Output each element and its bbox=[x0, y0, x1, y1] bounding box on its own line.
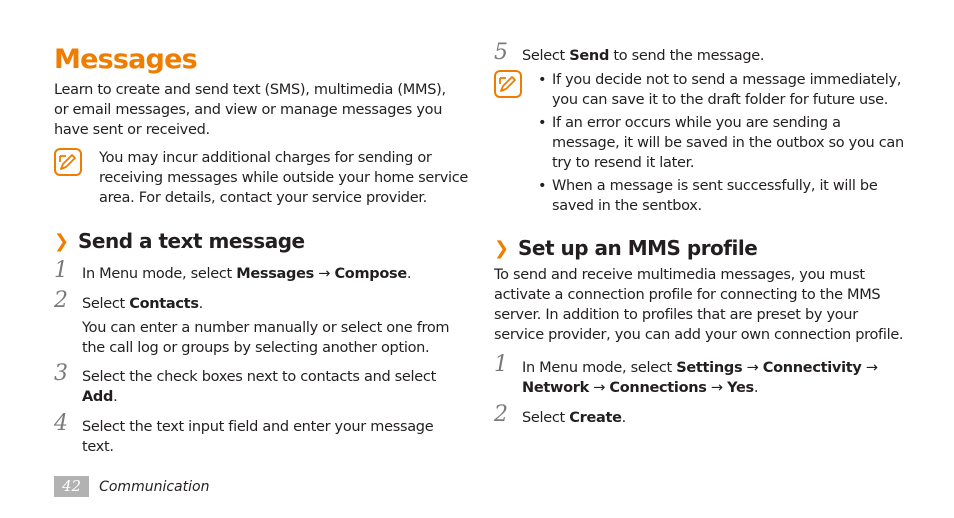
section-heading-mms-profile bbox=[494, 236, 757, 260]
note-bullet-list bbox=[538, 70, 904, 219]
step-text: Select the text input field and enter your message text. bbox=[82, 419, 434, 455]
section-heading-send-text bbox=[54, 229, 305, 253]
step-subtext: You can enter a number manually or select one from the call log or groups by selecting another option. bbox=[82, 320, 450, 356]
footer-section: Communication bbox=[99, 478, 210, 495]
step-text: Select Send to send the message. bbox=[522, 48, 765, 64]
section-title: Send a text message bbox=[78, 229, 305, 253]
step-number: 3 bbox=[54, 361, 68, 386]
chevron-right-icon: ❯ bbox=[54, 230, 70, 252]
intro-paragraph: Learn to create and send text (SMS), multimedia (MMS), or email messages, and view or manage messages you have sent or received. bbox=[54, 82, 446, 138]
step-text: Select Create. bbox=[522, 410, 626, 426]
page-title: Messages bbox=[54, 44, 197, 75]
step-text: In Menu mode, select Settings → Connectivity → Network → Connections → Yes. bbox=[522, 360, 878, 396]
step-text: Select the check boxes next to contacts and select Add. bbox=[82, 369, 436, 405]
chevron-right-icon: ❯ bbox=[494, 237, 510, 259]
note-text: You may incur additional charges for sending or receiving messages while outside your home service area. For details, contact your service provider. bbox=[99, 150, 468, 206]
step-text: Select Contacts. bbox=[82, 296, 203, 312]
note-box bbox=[54, 148, 468, 206]
note-pencil-icon bbox=[54, 148, 82, 176]
step-number: 1 bbox=[494, 352, 508, 377]
step-number: 1 bbox=[54, 258, 68, 283]
page-number: 42 bbox=[54, 476, 89, 497]
page-footer bbox=[54, 476, 209, 497]
note-box bbox=[494, 70, 904, 214]
note-pencil-icon bbox=[494, 70, 522, 98]
step-text: In Menu mode, select Messages → Compose. bbox=[82, 266, 412, 282]
section-title: Set up an MMS profile bbox=[518, 236, 758, 260]
step-number: 4 bbox=[54, 411, 68, 436]
list-item: • If you decide not to send a message immediately, you can save it to the draft folder for future use. bbox=[538, 70, 904, 110]
section-intro: To send and receive multimedia messages, you must activate a connection profile for connecting to the MMS server. In addition to profiles that are preset by your service provider, you can add your own connection profile. bbox=[494, 267, 904, 343]
list-item: • If an error occurs while you are sending a message, it will be saved in the outbox so you can try to resend it later. bbox=[538, 113, 904, 173]
step-number: 5 bbox=[494, 40, 508, 65]
list-item: • When a message is sent successfully, it will be saved in the sentbox. bbox=[538, 176, 904, 216]
step-number: 2 bbox=[494, 402, 508, 427]
step-number: 2 bbox=[54, 288, 68, 313]
